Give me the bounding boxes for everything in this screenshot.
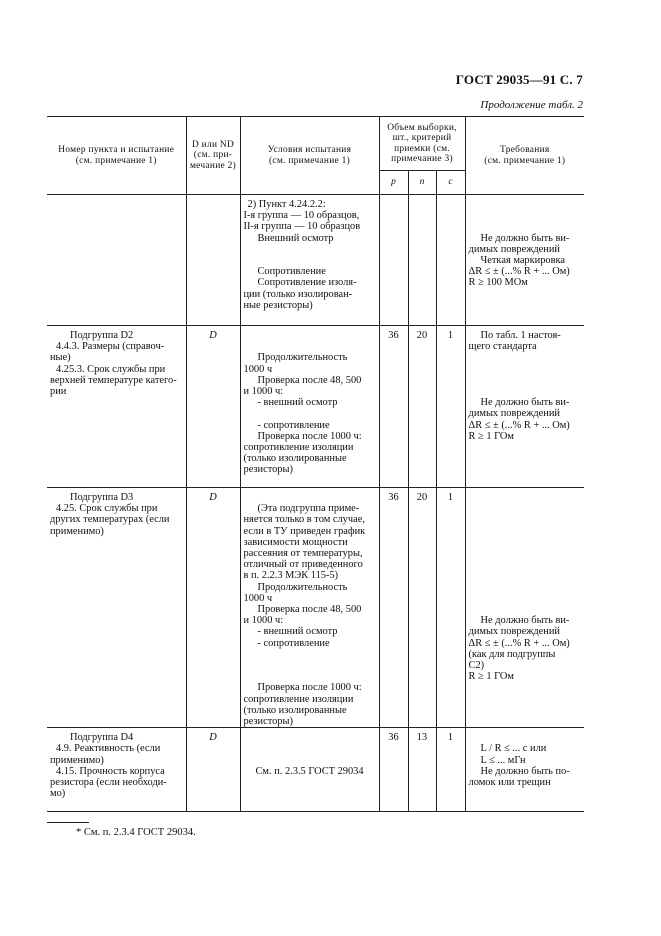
text-line: C2) [468,660,485,672]
text-line [469,604,582,615]
text-line: и 1000 ч: [243,615,284,627]
text-line: Не должно быть ви- [480,397,570,409]
text-line: (Эта подгруппа приме- [257,503,360,515]
text-line: L / R ≤ ... с или [480,743,547,755]
text-line: (см. примечание 1) [268,155,351,166]
text-line: Не должно быть ви- [480,615,570,627]
cell-item [47,326,186,488]
text-line [469,386,582,397]
text-line: ные резисторы) [243,299,313,311]
text-line: II-я группа — 10 образцов [243,221,361,233]
cell-c: 1 [436,728,465,812]
cell-requirements [465,728,584,812]
cell-n: 20 [408,488,436,728]
cell-n: 13 [408,728,436,812]
text-line: Сопротивление изоля- [257,277,357,289]
cell-conditions [240,326,379,488]
text-line [469,352,582,363]
table-row [47,488,584,728]
table-row [47,728,584,812]
text-line: 4.25.3. Срок службы при [56,363,166,375]
text-line [469,526,582,537]
text-line: Подгруппа D3 [70,492,134,503]
text-line: 4.4.3. Размеры (справоч- [56,341,165,353]
text-line: Не должно быть ви- [480,232,570,244]
text-line: рии [50,386,67,398]
text-line: Проверка после 48, 500 [257,604,362,616]
text-line: ΔR ≤ ± (...% R + ... Ом) [468,637,570,649]
text-line: Сопротивление [257,266,326,278]
text-line: Подгруппа D2 [70,330,134,341]
text-line [469,582,582,593]
text-line: Не должно быть по- [480,765,570,777]
text-line: димых повреждений [468,408,560,420]
text-line: L ≤ ... мГн [480,754,526,766]
cell-p: 36 [379,326,408,488]
text-line: примечание 3) [391,153,453,164]
text-line: По табл. 1 настоя- [480,330,561,341]
text-line: Проверка после 1000 ч: [257,682,362,694]
text-line [244,732,376,743]
subheader-c: c [436,171,465,195]
cell-p [379,195,408,326]
text-line: если в ТУ приведен график [243,525,366,537]
text-line: применимо) [50,525,104,537]
text-line: R ≥ 1 ГОм [468,430,514,442]
text-line [469,503,582,514]
text-line [244,492,376,503]
text-line: отличный от приведенного [243,559,363,571]
text-line: применимо) [50,754,104,766]
text-line: шт., критерий [392,133,452,144]
text-line: других температурах (если [50,514,170,526]
text-line [469,375,582,386]
text-line: димых повреждений [468,626,560,638]
text-line: сопротивление изоляции [243,693,354,705]
subheader-n: n [408,171,436,195]
text-line: (только изолированные [243,453,347,465]
cell-dnd: D [186,488,240,728]
text-line: 4.25. Срок службы при [56,503,158,515]
table-row [47,195,584,326]
text-line [469,221,582,232]
text-line: ломок или трещин [468,777,551,789]
text-line: димых повреждений [468,243,560,255]
text-line [469,570,582,581]
text-line: ные) [50,352,71,364]
text-line: Внешний осмотр [257,232,334,244]
text-line [244,255,376,266]
text-line: I-я группа — 10 образцов, [243,210,360,222]
text-line: ΔR ≤ ± (...% R + ... Ом) [468,419,570,431]
text-line: мо) [50,788,66,800]
text-line: Продолжительность [257,352,348,364]
text-line: - внешний осмотр [257,397,338,409]
cell-requirements [465,195,584,326]
text-line [469,559,582,570]
table-continuation-label: Продолжение табл. 2 [480,99,583,111]
table-header-row [47,117,584,171]
text-line: в п. 2.2.3 МЭК 115-5) [243,570,339,582]
text-line: - сопротивление [257,419,330,431]
text-line [469,593,582,604]
header-conditions [240,117,379,195]
page-header: ГОСТ 29035—91 С. 7 [455,72,583,87]
text-line [244,244,376,255]
text-line: Четкая маркировка [480,255,566,267]
cell-c: 1 [436,488,465,728]
cell-dnd [186,195,240,326]
text-line: Проверка после 48, 500 [257,374,362,386]
text-line: верхней температуре катего- [50,374,177,386]
footnote: * См. п. 2.3.4 ГОСТ 29034. [76,827,196,838]
text-line: приемки (см. [394,143,450,154]
text-line: (см. примечание 1) [484,155,566,166]
text-line: R ≥ 100 МОм [468,277,528,289]
text-line: (см. при- [193,150,233,161]
cell-p: 36 [379,488,408,728]
text-line [244,743,376,754]
text-line [469,364,582,375]
header-dnd [186,117,240,195]
text-line: рассеяния от температуры, [243,548,363,560]
text-line: 2) Пункт 4.24.2.2: [247,199,326,210]
cell-item [47,195,186,326]
cell-conditions [240,728,379,812]
text-line [469,199,582,210]
cell-p: 36 [379,728,408,812]
table-row [47,326,584,488]
text-line: R ≥ 1 ГОм [468,671,514,683]
text-line: См. п. 2.3.5 ГОСТ 29034 [255,765,364,777]
cell-item [47,728,186,812]
cell-dnd: D [186,728,240,812]
text-line: Номер пункта и испытание [58,145,175,156]
text-line: Проверка после 1000 ч: [257,430,362,442]
text-line [244,341,376,352]
text-line: ΔR ≤ ± (...% R + ... Ом) [468,266,570,278]
text-line: D или ND [191,139,235,150]
cell-item [47,488,186,728]
text-line [244,671,376,682]
text-line [469,732,582,743]
cell-requirements [465,326,584,488]
cell-n: 20 [408,326,436,488]
text-line: няется только в том случае, [243,514,365,526]
text-line: - сопротивление [257,637,330,649]
text-line: Подгруппа D4 [70,732,134,744]
text-line: Требования [500,145,550,156]
text-line: Условия испытания [267,145,352,156]
text-line: сопротивление изоляции [243,442,354,454]
text-line [244,660,376,671]
text-line: и 1000 ч: [243,386,284,398]
text-line: мечание 2) [189,160,237,171]
text-line: резистора (если необходи- [50,777,167,789]
text-line: (только изолированные [243,704,347,716]
cell-n [408,195,436,326]
text-line: 4.15. Прочность корпуса [56,765,165,777]
text-line [244,755,376,766]
cell-dnd: D [186,326,240,488]
cell-requirements [465,488,584,728]
footnote-rule [47,822,89,823]
text-line [244,649,376,660]
header-requirements [465,117,584,195]
text-line [469,548,582,559]
text-line [469,210,582,221]
test-table [47,116,584,812]
text-line: Объем выборки, [387,122,457,133]
text-line [244,330,376,341]
text-line: Продолжительность [257,581,348,593]
header-item [47,117,186,195]
cell-conditions [240,195,379,326]
text-line [469,514,582,525]
text-line [244,408,376,419]
cell-conditions [240,488,379,728]
subheader-p: p [379,171,408,195]
cell-c [436,195,465,326]
text-line: 1000 ч [243,363,273,375]
text-line: 1000 ч [243,592,273,604]
text-line: (см. примечание 1) [75,155,157,166]
text-line: ции (только изолирован- [243,288,353,300]
text-line [469,537,582,548]
text-line: резисторы) [243,464,293,476]
text-line: резисторы) [243,716,293,728]
text-line: щего стандарта [468,341,537,353]
text-line: (как для подгруппы [468,648,556,660]
text-line: 4.9. Реактивность (если [56,743,161,755]
text-line: зависимости мощности [243,536,348,548]
cell-c: 1 [436,326,465,488]
text-line: - внешний осмотр [257,626,338,638]
text-line [469,492,582,503]
header-sample [379,117,465,171]
